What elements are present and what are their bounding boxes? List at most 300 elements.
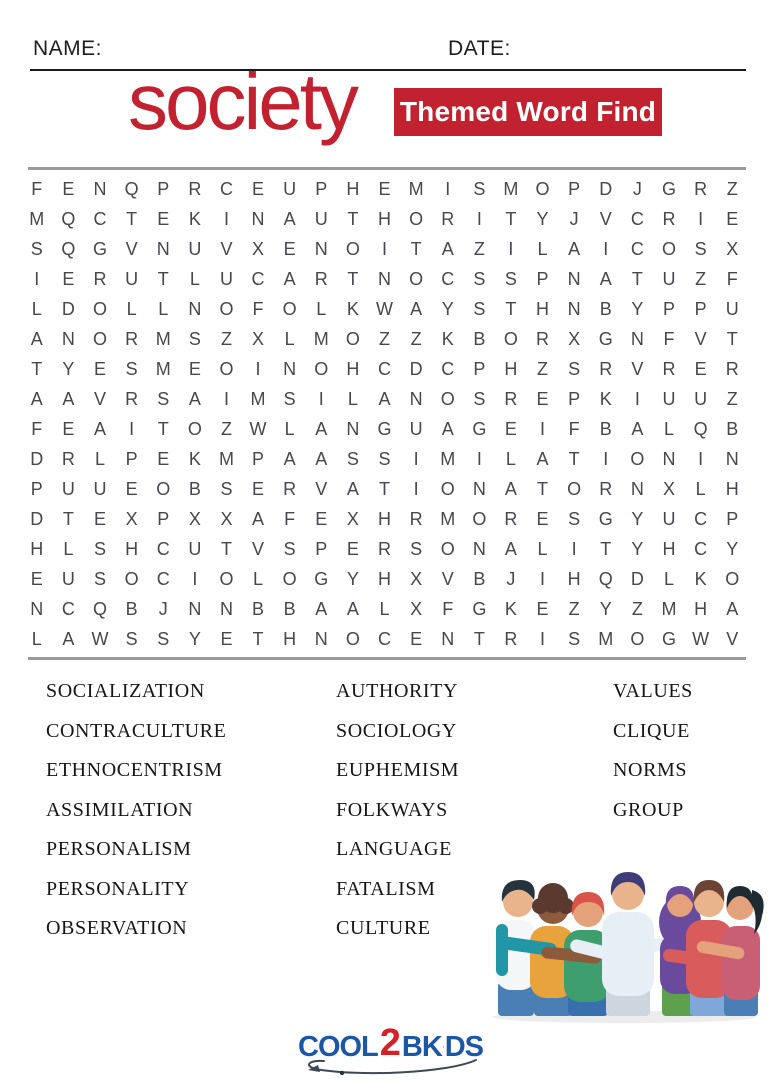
grid-letter-r9-c16[interactable]: E: [504, 418, 517, 439]
grid-letter-r8-c6[interactable]: A: [188, 388, 201, 409]
grid-letter-r1-c10[interactable]: P: [315, 178, 328, 199]
grid-letter-r2-c5[interactable]: E: [157, 208, 170, 229]
grid-letter-r9-c7[interactable]: Z: [220, 418, 232, 439]
grid-letter-r7-c19[interactable]: R: [599, 358, 613, 379]
grid-letter-r16-c22[interactable]: W: [692, 628, 710, 649]
grid-letter-r1-c7[interactable]: C: [219, 178, 233, 199]
grid-letter-r16-c4[interactable]: S: [125, 628, 138, 649]
grid-letter-r13-c9[interactable]: S: [283, 538, 296, 559]
grid-letter-r7-c18[interactable]: S: [568, 358, 581, 379]
grid-letter-r9-c14[interactable]: A: [441, 418, 454, 439]
grid-letter-r1-c9[interactable]: U: [283, 178, 297, 199]
grid-letter-r12-c15[interactable]: O: [472, 508, 487, 529]
grid-letter-r9-c18[interactable]: F: [568, 418, 580, 439]
grid-letter-r4-c17[interactable]: P: [536, 268, 549, 289]
grid-letter-r11-c11[interactable]: A: [346, 478, 359, 499]
grid-letter-r2-c15[interactable]: I: [476, 208, 482, 229]
grid-letter-r9-c10[interactable]: A: [315, 418, 328, 439]
grid-letter-r2-c18[interactable]: J: [569, 208, 579, 229]
grid-letter-r12-c1[interactable]: D: [30, 508, 44, 529]
grid-letter-r7-c12[interactable]: C: [377, 358, 391, 379]
grid-letter-r15-c14[interactable]: F: [442, 598, 454, 619]
grid-letter-r11-c22[interactable]: L: [695, 478, 706, 499]
grid-letter-r4-c10[interactable]: R: [314, 268, 328, 289]
grid-letter-r6-c3[interactable]: O: [93, 328, 108, 349]
grid-letter-r3-c15[interactable]: Z: [473, 238, 485, 259]
grid-letter-r4-c15[interactable]: S: [473, 268, 486, 289]
grid-letter-r13-c10[interactable]: P: [315, 538, 328, 559]
grid-letter-r6-c18[interactable]: X: [568, 328, 581, 349]
grid-letter-r9-c6[interactable]: O: [187, 418, 202, 439]
grid-letter-r2-c21[interactable]: R: [662, 208, 676, 229]
grid-letter-r10-c14[interactable]: M: [440, 448, 456, 469]
grid-letter-r5-c3[interactable]: O: [93, 298, 108, 319]
grid-letter-r3-c2[interactable]: Q: [61, 238, 76, 259]
grid-letter-r13-c15[interactable]: N: [472, 538, 486, 559]
grid-letter-r8-c23[interactable]: Z: [726, 388, 738, 409]
grid-letter-r8-c4[interactable]: R: [125, 388, 139, 409]
grid-letter-r2-c7[interactable]: I: [223, 208, 229, 229]
grid-letter-r13-c16[interactable]: A: [504, 538, 517, 559]
grid-letter-r4-c13[interactable]: O: [409, 268, 424, 289]
grid-letter-r14-c8[interactable]: L: [253, 568, 264, 589]
grid-letter-r16-c15[interactable]: T: [473, 628, 485, 649]
grid-letter-r1-c14[interactable]: I: [445, 178, 451, 199]
grid-letter-r11-c3[interactable]: U: [93, 478, 107, 499]
grid-letter-r6-c23[interactable]: T: [726, 328, 738, 349]
grid-letter-r1-c17[interactable]: O: [535, 178, 550, 199]
grid-letter-r6-c19[interactable]: G: [598, 328, 613, 349]
grid-letter-r9-c13[interactable]: U: [409, 418, 423, 439]
grid-letter-r3-c10[interactable]: N: [314, 238, 328, 259]
grid-letter-r8-c16[interactable]: R: [504, 388, 518, 409]
grid-letter-r6-c9[interactable]: L: [284, 328, 295, 349]
grid-letter-r8-c19[interactable]: K: [599, 388, 612, 409]
grid-letter-r7-c6[interactable]: E: [188, 358, 201, 379]
grid-letter-r16-c13[interactable]: E: [410, 628, 423, 649]
grid-letter-r7-c15[interactable]: P: [473, 358, 486, 379]
grid-letter-r14-c17[interactable]: I: [540, 568, 546, 589]
grid-letter-r11-c19[interactable]: R: [599, 478, 613, 499]
grid-letter-r1-c21[interactable]: G: [661, 178, 676, 199]
grid-letter-r4-c2[interactable]: E: [62, 268, 75, 289]
grid-letter-r1-c22[interactable]: R: [694, 178, 708, 199]
grid-letter-r16-c17[interactable]: I: [540, 628, 546, 649]
grid-letter-r15-c1[interactable]: N: [30, 598, 44, 619]
grid-letter-r2-c22[interactable]: I: [698, 208, 704, 229]
grid-letter-r11-c18[interactable]: O: [567, 478, 582, 499]
grid-letter-r5-c1[interactable]: L: [31, 298, 42, 319]
grid-letter-r10-c18[interactable]: T: [568, 448, 580, 469]
grid-letter-r11-c1[interactable]: P: [30, 478, 43, 499]
grid-letter-r12-c14[interactable]: M: [440, 508, 456, 529]
grid-letter-r15-c23[interactable]: A: [726, 598, 739, 619]
grid-letter-r15-c2[interactable]: C: [61, 598, 75, 619]
grid-letter-r7-c7[interactable]: O: [219, 358, 234, 379]
grid-letter-r14-c10[interactable]: G: [314, 568, 329, 589]
grid-letter-r16-c20[interactable]: O: [630, 628, 645, 649]
grid-letter-r6-c4[interactable]: R: [125, 328, 139, 349]
grid-letter-r10-c1[interactable]: D: [30, 448, 44, 469]
grid-letter-r13-c17[interactable]: L: [537, 538, 548, 559]
grid-letter-r12-c13[interactable]: R: [409, 508, 423, 529]
grid-letter-r11-c7[interactable]: S: [220, 478, 233, 499]
grid-letter-r1-c23[interactable]: Z: [726, 178, 738, 199]
grid-letter-r5-c10[interactable]: L: [316, 298, 327, 319]
grid-letter-r9-c2[interactable]: E: [62, 418, 75, 439]
grid-letter-r12-c6[interactable]: X: [188, 508, 201, 529]
grid-letter-r9-c12[interactable]: G: [377, 418, 392, 439]
grid-letter-r4-c7[interactable]: U: [219, 268, 233, 289]
grid-letter-r3-c19[interactable]: I: [603, 238, 609, 259]
grid-letter-r6-c6[interactable]: S: [188, 328, 201, 349]
grid-letter-r11-c2[interactable]: U: [61, 478, 75, 499]
grid-letter-r9-c3[interactable]: A: [94, 418, 107, 439]
grid-letter-r12-c7[interactable]: X: [220, 508, 233, 529]
grid-letter-r4-c19[interactable]: A: [599, 268, 612, 289]
grid-letter-r10-c4[interactable]: P: [125, 448, 138, 469]
grid-letter-r14-c7[interactable]: O: [219, 568, 234, 589]
grid-letter-r14-c11[interactable]: Y: [346, 568, 359, 589]
grid-letter-r13-c11[interactable]: E: [346, 538, 359, 559]
grid-letter-r10-c6[interactable]: K: [188, 448, 201, 469]
grid-letter-r5-c7[interactable]: O: [219, 298, 234, 319]
grid-letter-r8-c18[interactable]: P: [568, 388, 581, 409]
grid-letter-r13-c22[interactable]: C: [694, 538, 708, 559]
grid-letter-r4-c6[interactable]: L: [189, 268, 200, 289]
grid-letter-r5-c14[interactable]: Y: [441, 298, 454, 319]
grid-letter-r16-c8[interactable]: T: [252, 628, 264, 649]
grid-letter-r1-c2[interactable]: E: [62, 178, 75, 199]
grid-letter-r7-c16[interactable]: H: [504, 358, 518, 379]
grid-letter-r10-c19[interactable]: I: [603, 448, 609, 469]
grid-letter-r6-c16[interactable]: O: [503, 328, 518, 349]
grid-letter-r11-c17[interactable]: T: [537, 478, 549, 499]
grid-letter-r15-c16[interactable]: K: [504, 598, 517, 619]
grid-letter-r8-c2[interactable]: A: [62, 388, 75, 409]
grid-letter-r13-c19[interactable]: T: [600, 538, 612, 559]
grid-letter-r13-c2[interactable]: L: [63, 538, 74, 559]
grid-letter-r5-c16[interactable]: T: [505, 298, 517, 319]
grid-letter-r8-c1[interactable]: A: [30, 388, 43, 409]
grid-letter-r8-c5[interactable]: S: [157, 388, 170, 409]
grid-letter-r10-c3[interactable]: L: [95, 448, 106, 469]
grid-letter-r6-c7[interactable]: Z: [220, 328, 232, 349]
grid-letter-r4-c4[interactable]: U: [125, 268, 139, 289]
grid-letter-r3-c8[interactable]: X: [252, 238, 265, 259]
grid-letter-r9-c11[interactable]: N: [346, 418, 360, 439]
grid-letter-r13-c7[interactable]: T: [220, 538, 232, 559]
grid-letter-r15-c20[interactable]: Z: [631, 598, 643, 619]
grid-letter-r8-c14[interactable]: O: [440, 388, 455, 409]
grid-letter-r16-c18[interactable]: S: [568, 628, 581, 649]
grid-letter-r10-c12[interactable]: S: [378, 448, 391, 469]
grid-letter-r8-c11[interactable]: L: [347, 388, 358, 409]
grid-letter-r8-c8[interactable]: M: [250, 388, 266, 409]
grid-letter-r6-c12[interactable]: Z: [378, 328, 390, 349]
grid-letter-r15-c9[interactable]: B: [283, 598, 296, 619]
grid-letter-r7-c14[interactable]: C: [441, 358, 455, 379]
grid-letter-r4-c14[interactable]: C: [441, 268, 455, 289]
grid-letter-r15-c10[interactable]: A: [315, 598, 328, 619]
grid-letter-r1-c19[interactable]: D: [599, 178, 613, 199]
grid-letter-r13-c14[interactable]: O: [440, 538, 455, 559]
grid-letter-r10-c10[interactable]: A: [315, 448, 328, 469]
grid-letter-r15-c19[interactable]: Y: [599, 598, 612, 619]
grid-letter-r9-c1[interactable]: F: [31, 418, 43, 439]
grid-letter-r5-c20[interactable]: Y: [631, 298, 644, 319]
grid-letter-r14-c14[interactable]: V: [441, 568, 454, 589]
grid-letter-r14-c16[interactable]: J: [506, 568, 516, 589]
grid-letter-r1-c18[interactable]: P: [568, 178, 581, 199]
grid-letter-r2-c6[interactable]: K: [188, 208, 201, 229]
grid-letter-r16-c2[interactable]: A: [62, 628, 75, 649]
grid-letter-r2-c23[interactable]: E: [726, 208, 739, 229]
grid-letter-r2-c17[interactable]: Y: [536, 208, 549, 229]
grid-letter-r3-c13[interactable]: T: [410, 238, 422, 259]
grid-letter-r13-c18[interactable]: I: [571, 538, 577, 559]
grid-letter-r2-c11[interactable]: T: [347, 208, 359, 229]
grid-letter-r15-c18[interactable]: Z: [568, 598, 580, 619]
grid-letter-r3-c16[interactable]: I: [508, 238, 514, 259]
grid-letter-r5-c13[interactable]: A: [410, 298, 423, 319]
grid-letter-r16-c14[interactable]: N: [441, 628, 455, 649]
grid-letter-r7-c22[interactable]: E: [694, 358, 707, 379]
grid-letter-r7-c1[interactable]: T: [31, 358, 43, 379]
grid-letter-r1-c11[interactable]: H: [346, 178, 360, 199]
grid-letter-r9-c23[interactable]: B: [726, 418, 739, 439]
grid-letter-r2-c3[interactable]: C: [93, 208, 107, 229]
grid-letter-r4-c20[interactable]: T: [631, 268, 643, 289]
grid-letter-r13-c3[interactable]: S: [94, 538, 107, 559]
grid-letter-r15-c6[interactable]: N: [188, 598, 202, 619]
grid-letter-r12-c22[interactable]: C: [694, 508, 708, 529]
grid-letter-r4-c18[interactable]: N: [567, 268, 581, 289]
grid-letter-r4-c3[interactable]: R: [93, 268, 107, 289]
grid-letter-r11-c23[interactable]: H: [725, 478, 739, 499]
grid-letter-r15-c11[interactable]: A: [346, 598, 359, 619]
grid-letter-r11-c13[interactable]: I: [413, 478, 419, 499]
grid-letter-r6-c2[interactable]: N: [61, 328, 75, 349]
grid-letter-r15-c8[interactable]: B: [252, 598, 265, 619]
grid-letter-r14-c21[interactable]: L: [663, 568, 674, 589]
grid-letter-r5-c22[interactable]: P: [694, 298, 707, 319]
grid-letter-r14-c22[interactable]: K: [694, 568, 707, 589]
grid-letter-r8-c17[interactable]: E: [536, 388, 549, 409]
grid-letter-r4-c16[interactable]: S: [504, 268, 517, 289]
grid-letter-r4-c22[interactable]: Z: [695, 268, 707, 289]
grid-letter-r12-c16[interactable]: R: [504, 508, 518, 529]
grid-letter-r8-c7[interactable]: I: [223, 388, 229, 409]
grid-letter-r13-c5[interactable]: C: [156, 538, 170, 559]
grid-letter-r2-c20[interactable]: C: [630, 208, 644, 229]
grid-letter-r14-c15[interactable]: B: [473, 568, 486, 589]
grid-letter-r16-c5[interactable]: S: [157, 628, 170, 649]
grid-letter-r6-c5[interactable]: M: [155, 328, 171, 349]
grid-letter-r7-c8[interactable]: I: [255, 358, 261, 379]
grid-letter-r16-c16[interactable]: R: [504, 628, 518, 649]
grid-letter-r13-c21[interactable]: H: [662, 538, 676, 559]
grid-letter-r10-c15[interactable]: I: [476, 448, 482, 469]
grid-letter-r7-c2[interactable]: Y: [62, 358, 75, 379]
grid-letter-r16-c3[interactable]: W: [91, 628, 109, 649]
grid-letter-r10-c11[interactable]: S: [346, 448, 359, 469]
grid-letter-r9-c19[interactable]: B: [599, 418, 612, 439]
word-search-grid[interactable]: [21, 174, 748, 654]
grid-letter-r15-c21[interactable]: M: [661, 598, 677, 619]
grid-letter-r15-c12[interactable]: L: [379, 598, 390, 619]
grid-letter-r10-c21[interactable]: N: [662, 448, 676, 469]
grid-letter-r12-c18[interactable]: S: [568, 508, 581, 529]
grid-letter-r14-c9[interactable]: O: [282, 568, 297, 589]
grid-letter-r12-c10[interactable]: E: [315, 508, 328, 529]
grid-letter-r16-c12[interactable]: C: [377, 628, 391, 649]
grid-letter-r14-c6[interactable]: I: [192, 568, 198, 589]
grid-letter-r11-c4[interactable]: E: [125, 478, 138, 499]
grid-letter-r3-c6[interactable]: U: [188, 238, 202, 259]
grid-letter-r6-c13[interactable]: Z: [410, 328, 422, 349]
grid-letter-r15-c7[interactable]: N: [219, 598, 233, 619]
grid-letter-r2-c2[interactable]: Q: [61, 208, 76, 229]
grid-letter-r11-c10[interactable]: V: [315, 478, 328, 499]
grid-letter-r9-c8[interactable]: W: [249, 418, 267, 439]
grid-letter-r2-c12[interactable]: H: [377, 208, 391, 229]
grid-letter-r14-c19[interactable]: Q: [598, 568, 613, 589]
grid-letter-r9-c15[interactable]: G: [472, 418, 487, 439]
grid-letter-r16-c9[interactable]: H: [283, 628, 297, 649]
grid-letter-r1-c15[interactable]: S: [473, 178, 486, 199]
grid-letter-r11-c20[interactable]: N: [630, 478, 644, 499]
grid-letter-r2-c10[interactable]: U: [314, 208, 328, 229]
grid-letter-r9-c17[interactable]: I: [540, 418, 546, 439]
grid-letter-r16-c7[interactable]: E: [220, 628, 233, 649]
grid-letter-r7-c20[interactable]: V: [631, 358, 644, 379]
grid-letter-r6-c11[interactable]: O: [345, 328, 360, 349]
grid-letter-r1-c4[interactable]: Q: [124, 178, 139, 199]
grid-letter-r5-c17[interactable]: H: [536, 298, 550, 319]
grid-letter-r3-c4[interactable]: V: [125, 238, 138, 259]
grid-letter-r8-c20[interactable]: I: [634, 388, 640, 409]
grid-letter-r8-c13[interactable]: N: [409, 388, 423, 409]
grid-letter-r16-c10[interactable]: N: [314, 628, 328, 649]
grid-letter-r1-c6[interactable]: R: [188, 178, 202, 199]
grid-letter-r1-c1[interactable]: F: [31, 178, 43, 199]
grid-letter-r13-c4[interactable]: H: [125, 538, 139, 559]
grid-letter-r3-c11[interactable]: O: [345, 238, 360, 259]
grid-letter-r3-c20[interactable]: C: [630, 238, 644, 259]
grid-letter-r16-c21[interactable]: G: [661, 628, 676, 649]
grid-letter-r7-c10[interactable]: O: [314, 358, 329, 379]
grid-letter-r3-c5[interactable]: N: [156, 238, 170, 259]
grid-letter-r14-c13[interactable]: X: [410, 568, 423, 589]
grid-letter-r9-c9[interactable]: L: [284, 418, 295, 439]
grid-letter-r11-c12[interactable]: T: [378, 478, 390, 499]
grid-letter-r1-c16[interactable]: M: [503, 178, 519, 199]
grid-letter-r7-c3[interactable]: E: [94, 358, 107, 379]
grid-letter-r3-c12[interactable]: I: [381, 238, 387, 259]
grid-letter-r14-c20[interactable]: D: [630, 568, 644, 589]
grid-letter-r13-c23[interactable]: Y: [726, 538, 739, 559]
grid-letter-r8-c10[interactable]: I: [318, 388, 324, 409]
grid-letter-r3-c21[interactable]: O: [661, 238, 676, 259]
grid-letter-r5-c2[interactable]: D: [61, 298, 75, 319]
grid-letter-r7-c21[interactable]: R: [662, 358, 676, 379]
grid-letter-r4-c8[interactable]: C: [251, 268, 265, 289]
grid-letter-r14-c23[interactable]: O: [725, 568, 740, 589]
grid-letter-r4-c11[interactable]: T: [347, 268, 359, 289]
grid-letter-r2-c19[interactable]: V: [599, 208, 612, 229]
grid-letter-r15-c15[interactable]: G: [472, 598, 487, 619]
grid-letter-r4-c1[interactable]: I: [34, 268, 40, 289]
grid-letter-r15-c4[interactable]: B: [125, 598, 138, 619]
grid-letter-r8-c3[interactable]: V: [94, 388, 107, 409]
grid-letter-r15-c13[interactable]: X: [410, 598, 423, 619]
grid-letter-r10-c16[interactable]: L: [505, 448, 516, 469]
grid-letter-r12-c9[interactable]: F: [284, 508, 296, 529]
grid-letter-r11-c21[interactable]: X: [662, 478, 675, 499]
grid-letter-r1-c3[interactable]: N: [93, 178, 107, 199]
grid-letter-r8-c22[interactable]: U: [694, 388, 708, 409]
grid-letter-r13-c13[interactable]: S: [410, 538, 423, 559]
grid-letter-r15-c17[interactable]: E: [536, 598, 549, 619]
grid-letter-r12-c19[interactable]: G: [598, 508, 613, 529]
grid-letter-r5-c6[interactable]: N: [188, 298, 202, 319]
grid-letter-r10-c13[interactable]: I: [413, 448, 419, 469]
grid-letter-r1-c13[interactable]: M: [408, 178, 424, 199]
grid-letter-r2-c16[interactable]: T: [505, 208, 517, 229]
grid-letter-r2-c1[interactable]: M: [29, 208, 45, 229]
grid-letter-r7-c17[interactable]: Z: [537, 358, 549, 379]
grid-letter-r5-c18[interactable]: N: [567, 298, 581, 319]
grid-letter-r4-c12[interactable]: N: [377, 268, 391, 289]
grid-letter-r3-c18[interactable]: A: [568, 238, 581, 259]
grid-letter-r2-c4[interactable]: T: [126, 208, 138, 229]
grid-letter-r13-c6[interactable]: U: [188, 538, 202, 559]
grid-letter-r4-c21[interactable]: U: [662, 268, 676, 289]
grid-letter-r12-c8[interactable]: A: [252, 508, 265, 529]
grid-letter-r14-c5[interactable]: C: [156, 568, 170, 589]
grid-letter-r10-c5[interactable]: E: [157, 448, 170, 469]
grid-letter-r12-c21[interactable]: U: [662, 508, 676, 529]
grid-letter-r13-c20[interactable]: Y: [631, 538, 644, 559]
grid-letter-r11-c15[interactable]: N: [472, 478, 486, 499]
grid-letter-r7-c4[interactable]: S: [125, 358, 138, 379]
grid-letter-r9-c4[interactable]: I: [129, 418, 135, 439]
grid-letter-r8-c15[interactable]: S: [473, 388, 486, 409]
grid-letter-r8-c21[interactable]: U: [662, 388, 676, 409]
grid-letter-r3-c9[interactable]: E: [283, 238, 296, 259]
grid-letter-r7-c9[interactable]: N: [283, 358, 297, 379]
grid-letter-r13-c8[interactable]: V: [252, 538, 265, 559]
grid-letter-r5-c15[interactable]: S: [473, 298, 486, 319]
grid-letter-r15-c22[interactable]: H: [694, 598, 708, 619]
grid-letter-r13-c1[interactable]: H: [30, 538, 44, 559]
grid-letter-r6-c15[interactable]: B: [473, 328, 486, 349]
grid-letter-r10-c2[interactable]: R: [61, 448, 75, 469]
grid-letter-r6-c22[interactable]: V: [694, 328, 707, 349]
grid-letter-r5-c21[interactable]: P: [662, 298, 675, 319]
grid-letter-r10-c23[interactable]: N: [725, 448, 739, 469]
grid-letter-r16-c6[interactable]: Y: [188, 628, 201, 649]
grid-letter-r11-c14[interactable]: O: [440, 478, 455, 499]
grid-letter-r5-c9[interactable]: O: [282, 298, 297, 319]
grid-letter-r4-c5[interactable]: T: [157, 268, 169, 289]
grid-letter-r14-c2[interactable]: U: [61, 568, 75, 589]
grid-letter-r10-c7[interactable]: M: [218, 448, 234, 469]
grid-letter-r16-c19[interactable]: M: [598, 628, 614, 649]
grid-letter-r12-c2[interactable]: T: [62, 508, 74, 529]
grid-letter-r12-c17[interactable]: E: [536, 508, 549, 529]
